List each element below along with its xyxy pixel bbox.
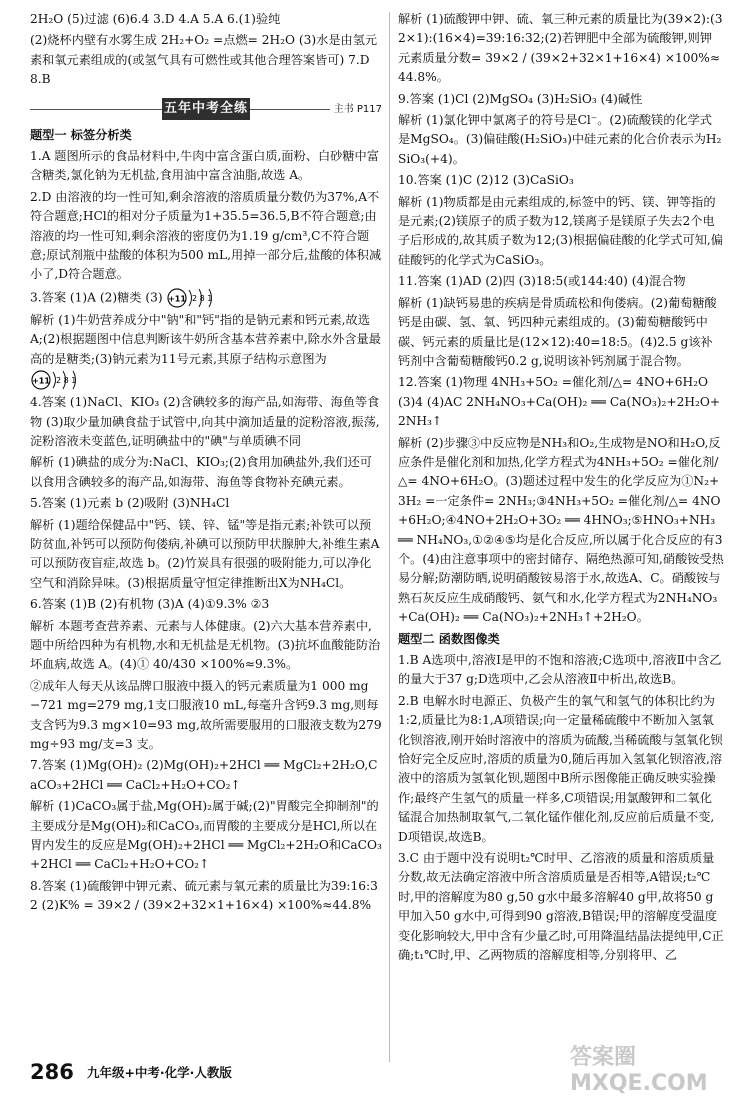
question-answer: 1.B A选项中,溶液Ⅰ是甲的不饱和溶液;C选项中,溶液Ⅱ中含乙的量大于37 g;D选项中,乙会从溶液Ⅱ中析出,故选B。 — [398, 653, 722, 687]
question-answer: 3.C 由于题中没有说明t₂℃时甲、乙溶液的质量和溶质质量分数,故无法确定溶液中所含溶质质量是否相等,A错误;t₂℃时,甲的溶解度为80 g,50 g水中最多溶解40 g甲,故将50 g甲加入50 g水中,可得到90 g溶液,B错误;甲的溶解度受温度变化影响较大,甲中含有少量乙时,可用降温结晶法提纯甲,C正确;t₁℃时,甲、乙两物质的溶解度相等,分别将甲、乙 — [398, 851, 724, 963]
nucleus-charge: +11 — [168, 294, 187, 304]
question-answer — [30, 287, 382, 309]
explanation: 解析 (1)碘盐的成分为:NaCl、KIO₃;(2)食用加碘盐外,我们还可以食用含碘较多的海产品,如海带、海鱼等食物补充碘元素。 — [30, 455, 372, 489]
question-answer: 9.答案 (1)Cl (2)MgSO₄ (3)H₂SiO₃ (4)碱性 — [398, 91, 643, 106]
electron-counts: 2 8 1 — [192, 293, 213, 303]
question-answer: 12.答案 (1)物理 4NH₃+5O₂ =催化剂/△= 4NO+6H₂O (3)4 (4)AC 2NH₄NO₃+Ca(OH)₂ ══ Ca(NO₃)₂+2H₂O+2NH₃↑ — [398, 375, 721, 429]
right-column — [398, 10, 724, 968]
topic-heading: 题型二 函数图像类 — [398, 631, 500, 646]
electron-counts: 2 8 1 — [56, 376, 77, 386]
explanation: 解析 本题考查营养素、元素与人体健康。(2)六大基本营养素中,题中所给四种为有机物,水和无机盐是无机物。(3)抗坏血酸能防治坏血病,故选 A。(4)① 40/430 ×100%≈9.3%。 — [30, 618, 381, 672]
question-answer: 2.D 由溶液的均一性可知,剩余溶液的溶质质量分数仍为37%,A不符合题意;HCl的相对分子质量为1+35.5=36.5,B不符合题意;由溶液的均一性可知,剩余溶液的密度仍为1.19 g/cm³,C不符合题意;原试剂瓶中盐酸的体积为500 mL,用掉一部分后,盐酸的体积减小了,D符合题意。 — [30, 189, 382, 282]
question-answer: 8.答案 (1)硫酸钾中钾元素、硫元素与氧元素的质量比为39:16:32 (2)K% = 39×2 / (39×2+32×1+16×4) ×100%≈44.8% — [30, 878, 378, 913]
topic-heading: 题型一 标签分析类 — [30, 127, 132, 142]
question-answer: 7.答案 (1)Mg(OH)₂ (2)Mg(OH)₂+2HCl ══ MgCl₂+2H₂O,CaCO₃+2HCl ══ CaCl₂+H₂O+CO₂↑ — [30, 758, 378, 792]
explanation: 解析 (1)氯化钾中氯离子的符号是Cl⁻。(2)硫酸镁的化学式是MgSO₄。(3)偏硅酸(H₂SiO₃)中硅元素的化合价表示为H₂SiO₃(+4)。 — [398, 113, 722, 166]
atom-structure-diagram — [166, 287, 226, 309]
question-answer: 5.答案 (1)元素 b (2)吸附 (3)NH₄Cl — [30, 496, 230, 511]
explanation: 解析 (1)缺钙易患的疾病是骨质疏松和佝偻病。(2)葡萄糖酸钙是由碳、氢、氧、钙四种元素组成的。(3)葡萄糖酸钙中碳、钙元素的质量比是(12×12):40=18:5。(4)2.5 g该补钙剂中含葡萄糖酸钙0.2 g,说明该补钙剂属于混合物。 — [398, 295, 717, 368]
explanation: 解析 (1)CaCO₃属于盐,Mg(OH)₂属于碱;(2)"胃酸完全抑制剂"的主要成分是Mg(OH)₂和CaCO₃,而胃酸的主要成分是HCl,所以在胃内发生的反应是Mg(OH)₂+2HCl ══ MgCl₂+2H₂O和CaCO₃+2HCl ══ CaCl₂+H₂O+CO₂↑ — [30, 799, 382, 872]
question-answer: 2.B 电解水时电源正、负极产生的氧气和氢气的体积比约为1:2,质量比为8:1,A项错误;向一定量稀硫酸中不断加入氢氧化钡溶液,刚开始时溶液中的溶质为硫酸,当稀硫酸与氢氧化钡恰好完全反应时,溶质的质量为0,随后再加入氢氧化钡溶液,溶液中的溶质为氢氧化钡,题图中B所示图像能正确反映实验操作;最终产生氢气的质量一样多,C项错误;用氯酸钾和二氧化锰混合加热制取氧气,二氧化锰作催化剂,反应前后质量不变,D项错误,故选B。 — [398, 693, 723, 844]
left-column — [30, 10, 382, 918]
explanation: 解析 (1)硫酸钾中钾、硫、氧三种元素的质量比为(39×2):(32×1):(16×4)=39:16:32;(2)若钾肥中全部为硫酸钾,则钾元素质量分数= 39×2 / (39×2+32×1+16×4) ×100%≈44.8%。 — [398, 12, 723, 85]
explanation-text: 解析 (1)牛奶营养成分中"钠"和"钙"指的是钠元素和钙元素,故选 A;(2)根据题图中信息判断该牛奶所含基本营养素中,除水外含量最高的是糖类;(3)钠元素为11号元素,其原子结构示意图为 — [30, 312, 381, 366]
page-footer — [30, 1060, 232, 1084]
paragraph: (2)烧杯内壁有水雾生成 2H₂+O₂ =点燃= 2H₂O (3)水是由氢元素和氧元素组成的(或氢气具有可燃性或其他合理答案皆可) 7.D 8.B — [30, 33, 378, 87]
section-reference: 主书 P117 — [330, 100, 382, 119]
question-answer: 10.答案 (1)C (2)12 (3)CaSiO₃ — [398, 173, 574, 188]
question-answer: 11.答案 (1)AD (2)四 (3)18:5(或144:40) (4)混合物 — [398, 274, 686, 289]
watermark: 答案圈 MXQE.COM — [570, 1045, 708, 1096]
explanation — [30, 311, 382, 391]
explanation: ②成年人每天从该品牌口服液中摄入的钙元素质量为1 000 mg−721 mg=279 mg,1支口服液10 mL,每毫升含钙9.3 mg,则每支含钙为9.3 mg×10=93 mg,故所需要服用的口服液支数为279 mg÷93 mg/支=3 支。 — [30, 678, 382, 751]
section-title: 五年中考全练 — [162, 98, 250, 120]
question-answer: 1.A 题图所示的食品材料中,牛肉中富含蛋白质,面粉、白砂糖中富含糖类,氯化钠为无机盐,食用油中富含油脂,故选 A。 — [30, 149, 379, 183]
section-header — [30, 96, 382, 124]
question-answer: 6.答案 (1)B (2)有机物 (3)A (4)①9.3% ②3 — [30, 597, 270, 612]
explanation: 解析 (1)题给保健品中"钙、镁、锌、锰"等是指元素;补铁可以预防贫血,补钙可以预防佝偻病,补碘可以预防甲状腺肿大,补维生素A可以预防夜盲症,故选 b。(2)竹炭具有很强的吸附能力,可以净化空气和消除异味。(3)根据质量守恒定律推断出X为NH₄Cl。 — [30, 517, 380, 590]
column-divider — [389, 12, 390, 1062]
footer-text: 九年级+中考·化学·人教版 — [86, 1065, 232, 1080]
paragraph: 2H₂O (5)过滤 (6)6.4 3.D 4.A 5.A 6.(1)验纯 — [30, 12, 281, 26]
nucleus-charge: +11 — [32, 376, 50, 386]
page-number: 286 — [30, 1060, 74, 1084]
atom-structure-diagram — [30, 369, 90, 391]
explanation: 解析 (1)物质都是由元素组成的,标签中的钙、镁、钾等指的是元素;(2)镁原子的质子数为12,镁离子是镁原子失去2个电子后形成的,故其质子数为12;(3)根据偏硅酸的化学式可知,偏硅酸钙的化学式为CaSiO₃。 — [398, 194, 723, 267]
explanation: 解析 (2)步骤③中反应物是NH₃和O₂,生成物是NO和H₂O,反应条件是催化剂和加热,化学方程式为4NH₃+5O₂ =催化剂/△= 4NO+6H₂O。(3)题述过程中发生的化学反应为①N₂+3H₂ =一定条件= 2NH₃;③4NH₃+5O₂ =催化剂/△= 4NO+6H₂O;④4NO+2H₂O+3O₂ ══ 4HNO₃;⑤HNO₃+NH₃ ══ NH₄NO₃,①②④⑤均是化合反应,所以属于化合反应的有3个。(4)由注意事项中的密封储存、隔绝热源可知,硝酸铵受热易分解;防潮防晒,说明硝酸铵易溶于水,故选A、C。硝酸铵与熟石灰反应生成硝酸钙、氨气和水,化学方程式为2NH₄NO₃+Ca(OH)₂ ══ Ca(NO₃)₂+2NH₃↑+2H₂O。 — [398, 435, 724, 625]
question-answer: 4.答案 (1)NaCl、KIO₃ (2)含碘较多的海产品,如海带、海鱼等食物 (3)取少量加碘食盐于试管中,向其中滴加适量的淀粉溶液,振荡,淀粉溶液未变蓝色,证明碘盐中的"碘"与单质碘不同 — [30, 395, 380, 448]
answer-text: 3.答案 (1)A (2)糖类 (3) — [30, 290, 163, 305]
